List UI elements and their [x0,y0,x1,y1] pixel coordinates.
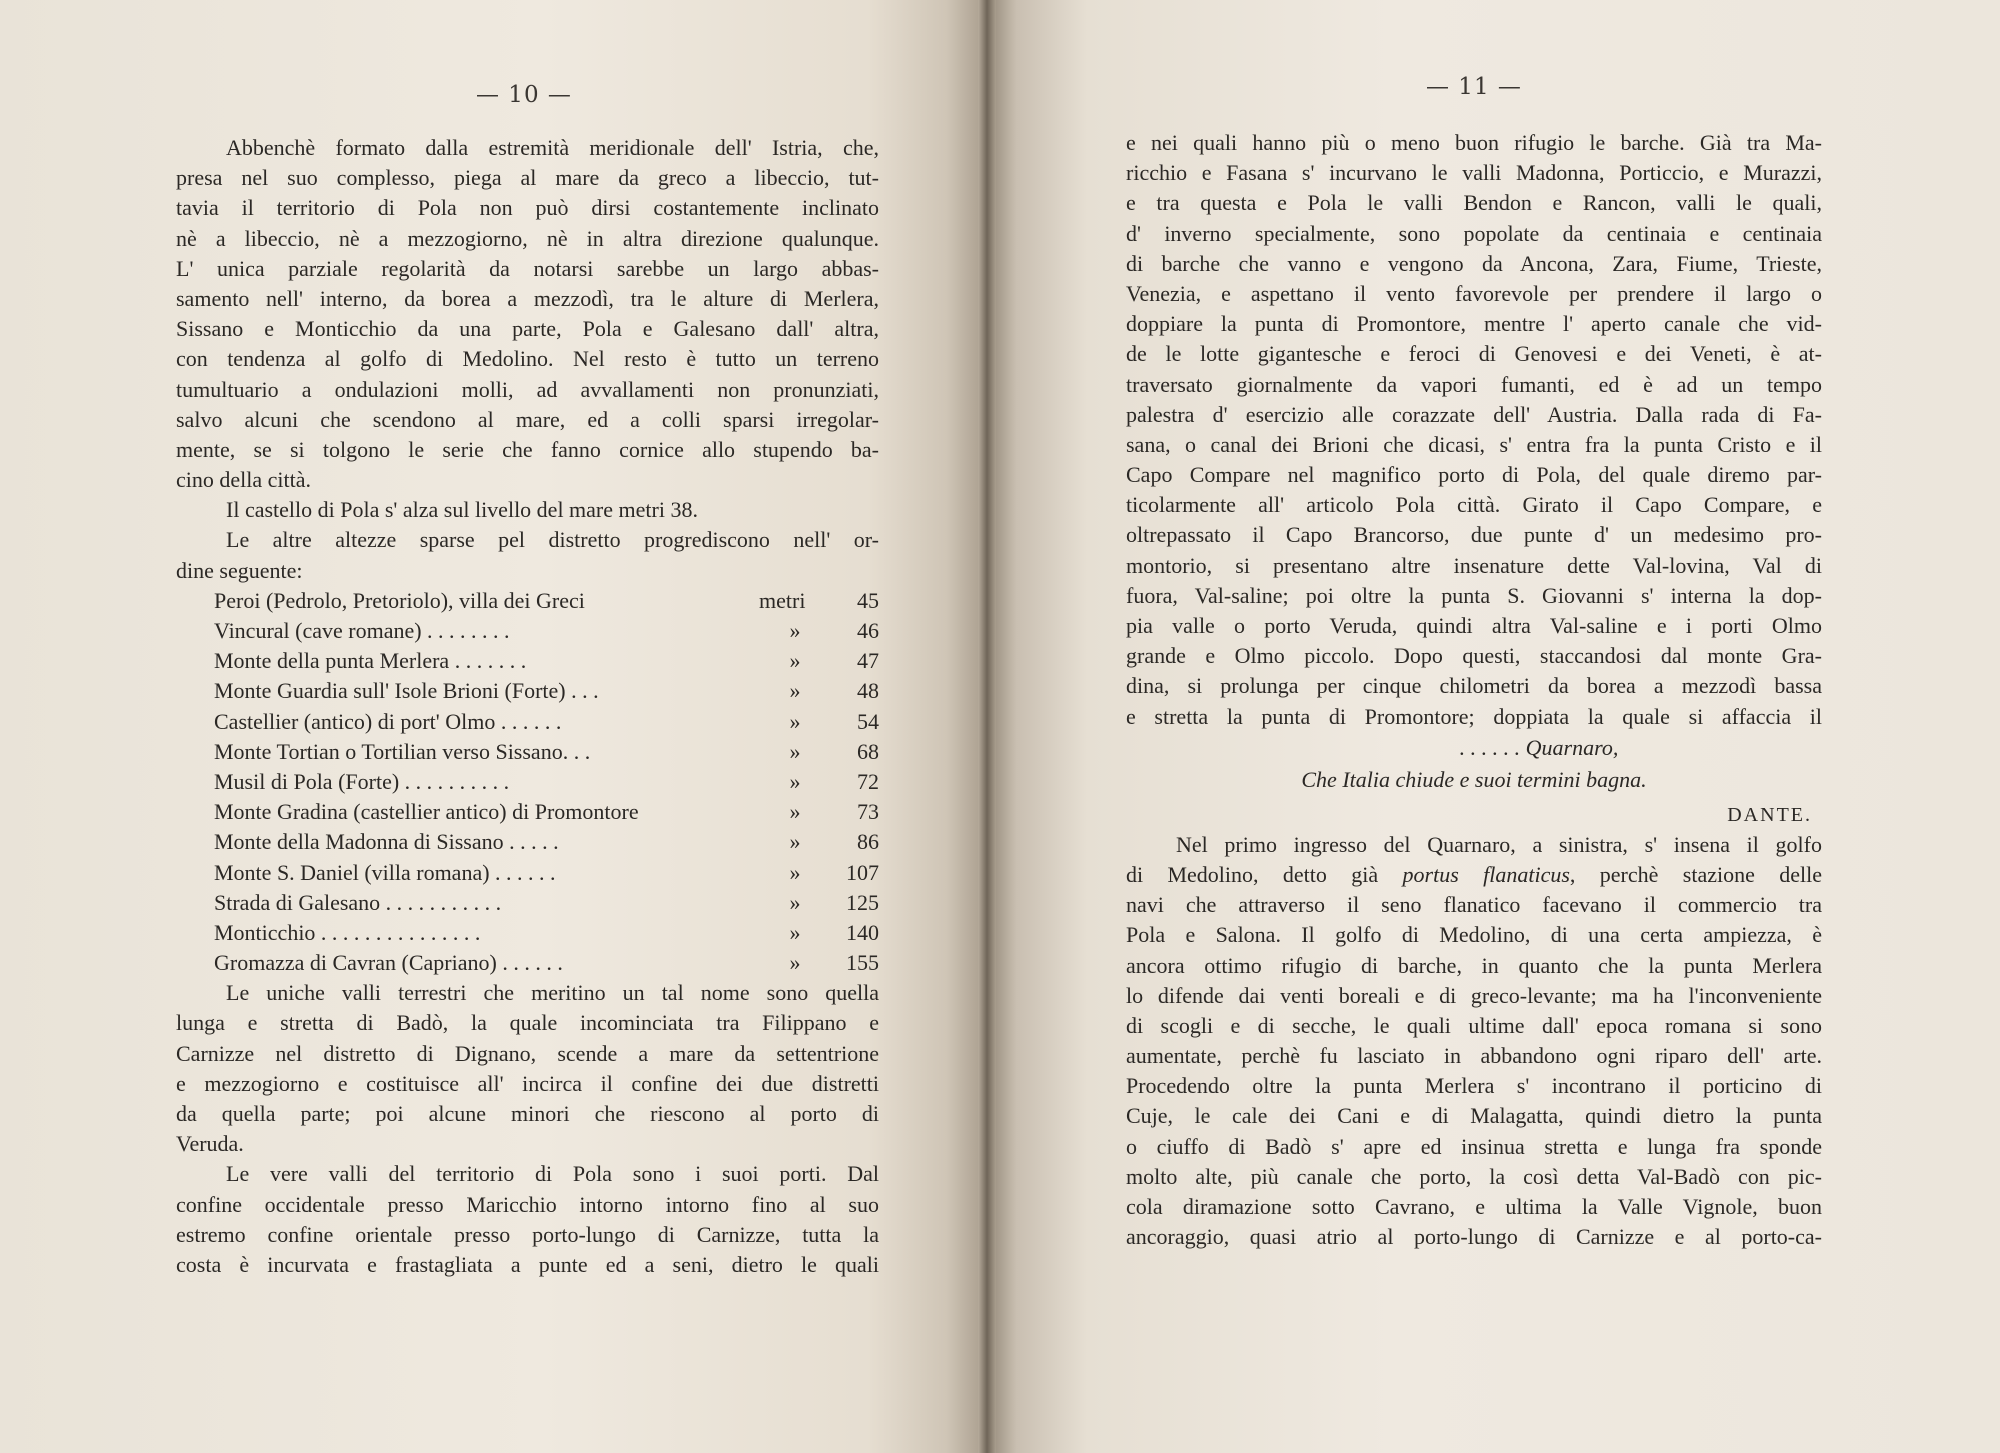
latin-term: portus flanaticus [1402,861,1570,887]
text-line: Cuje, le cale dei Cani e di Malagatta, quindi dietro la punta [1126,1103,1822,1129]
altitude-value: 47 [857,648,879,674]
text-line: oltrepassato il Capo Brancorso, due punte d' un medesimo pro- [1126,522,1822,548]
text-line: presa nel suo complesso, piega al mare da greco a libeccio, tut- [176,165,879,191]
place-name: Monte della punta Merlera . . . . . . . [214,648,527,674]
text-line: Procedendo oltre la punta Merlera s' incontrano il porticino di [1126,1073,1822,1099]
unit: » [789,950,801,976]
text-line: molto alte, più canale che porto, la così detta Val-Badò con pic- [1126,1163,1822,1189]
quotation [1126,732,1822,830]
text-line: Pola e Salona. Il golfo di Medolino, di una certa ampiezza, è [1126,922,1822,948]
unit: » [789,889,801,915]
table-row [176,767,879,797]
text-line: Veruda. [176,1131,244,1157]
place-name: Vincural (cave romane) . . . . . . . . [214,618,510,643]
place-name: Monte della Madonna di Sissano . . . . . [214,829,559,855]
place-name: Monte Gradina (castellier antico) di Promontore [214,799,639,825]
text-line: confine occidentale presso Maricchio intorno intorno fino al suo [176,1191,879,1217]
unit: » [789,618,801,643]
text-line: tavia il territorio di Pola non può dirsi costantemente inclinato [176,195,879,221]
text-line: salvo alcuni che scendono al mare, ed a colli sparsi irregolar- [176,406,879,432]
unit: metri [759,587,806,613]
right-page [986,0,2000,1453]
altitude-value: 46 [857,618,879,643]
place-name: Gromazza di Cavran (Capriano) . . . . . . [214,950,563,976]
altitude-value: 72 [857,768,879,794]
text-line: d' inverno specialmente, sono popolate da centinaia e centinaia [1126,220,1822,246]
altitude-value: 107 [846,859,879,885]
book-gutter [978,0,996,1453]
verse-line: Che Italia chiude e suoi termini bagna. [1301,766,1647,792]
table-row [176,918,879,948]
text-line: doppiare la punta di Promontore, mentre l' aperto canale che vid- [1126,311,1822,337]
text-line: grande e Olmo piccolo. Dopo questi, staccandosi dal monte Gra- [1126,643,1822,669]
altitude-value: 73 [857,799,879,825]
place-name: Castellier (antico) di port' Olmo . . . . . . [214,708,562,734]
text-line: montorio, si presentano altre insenature dette Val-lovina, Val di [1126,552,1822,578]
table-row [176,827,879,857]
text-line: Le vere valli del territorio di Pola sono i suoi porti. Dal [226,1161,879,1187]
table-row [176,586,879,616]
text-line: Le altre altezze sparse pel distretto progrediscono nell' or- [226,527,879,553]
unit: » [789,678,801,704]
altitude-value: 86 [857,829,879,855]
verse-line: . . . . . . Quarnaro, [1459,734,1619,760]
unit: » [789,829,801,855]
table-row [176,646,879,676]
place-name: Monte S. Daniel (villa romana) . . . . . . [214,859,556,885]
text-line: palestra d' esercizio alle corazzate dell' Austria. Dalla rada di Fa- [1126,401,1822,427]
page-number: — 10 — [476,82,572,108]
text-line: estremo confine orientale presso porto-lungo di Carnizze, tutta la [176,1221,879,1247]
text-line: pia valle o porto Veruda, quindi altra Val-saline e i porti Olmo [1126,613,1822,638]
text-line: o ciuffo di Badò s' apre ed insinua stretta e lunga fra sponde [1126,1133,1822,1159]
altitude-value: 45 [857,587,879,613]
text-segment: , perchè stazione delle [1569,861,1822,887]
text-line: sana, o canal dei Brioni che dicasi, s' entra fra la punta Cristo e il [1126,431,1822,457]
text-line: ricchio e Fasana s' incurvano le valli Madonna, Porticcio, e Murazzi, [1126,160,1822,186]
table-row [176,737,879,767]
text-line: dine seguente: [176,557,303,583]
text-column [1126,128,1822,1252]
text-line: de le lotte gigantesche e feroci di Genovesi e dei Veneti, è at- [1126,341,1822,367]
altitude-value: 48 [857,678,879,704]
paragraph [176,525,879,585]
text-line: Nel primo ingresso del Quarnaro, a sinistra, s' insena il golfo [1176,831,1822,857]
paragraph [1126,830,1822,1253]
unit: » [789,799,801,825]
altitude-value: 125 [846,889,879,915]
text-line: e stretta la punta di Promontore; doppiata la quale si affaccia il [1126,703,1822,729]
text-line: Venezia, e aspettano il vento favorevole per prendere il largo o [1126,280,1822,306]
text-line: tumultuario a ondulazioni molli, ad avvallamenti non pronunziati, [176,376,879,402]
paragraph [176,978,879,1159]
table-row [176,888,879,918]
unit: » [789,738,801,764]
text-line: lo difende dai venti boreali e di greco-levante; ma ha l'inconveniente [1126,982,1822,1008]
text-line: Carnizze nel distretto di Dignano, scende a mare da settentrione [176,1040,879,1066]
text-segment: di Medolino, detto già [1126,861,1403,887]
page-number: — 11 — [1426,74,1522,100]
text-line: mente, se si tolgono le serie che fanno cornice allo stupendo ba- [176,436,879,462]
text-line: ticolarmente all' articolo Pola città. Girato il Capo Compare, e [1126,492,1822,518]
place-name: Monte Tortian o Tortilian verso Sissano. . . [214,738,591,764]
altitude-value: 140 [846,919,879,945]
unit: » [789,648,801,674]
text-line: traversato giornalmente da vapori fumanti, ed è ad un tempo [1126,371,1822,397]
text-line: fuora, Val-saline; poi oltre la punta S. Giovanni s' interna la dop- [1126,582,1822,608]
text-line: Il castello di Pola s' alza sul livello del mare metri 38. [226,497,698,523]
place-name: Monticchio . . . . . . . . . . . . . . . [214,919,481,945]
text-line: Sissano e Monticchio da una parte, Pola e Galesano dall' altra, [176,316,879,342]
paragraph [176,495,879,525]
place-name: Strada di Galesano . . . . . . . . . . . [214,889,502,915]
text-line: e mezzogiorno e costituisce all' incirca il confine dei due distretti [176,1070,879,1096]
paragraph [176,133,879,495]
text-line: di scogli e di secche, le quali ultime dall' epoca romana si sono [1126,1012,1822,1038]
text-line: lunga e stretta di Badò, la quale incominciata tra Filippano e [176,1010,879,1036]
altitude-value: 155 [846,950,879,976]
place-name: Monte Guardia sull' Isole Brioni (Forte) . . . [214,678,599,704]
left-page [0,0,986,1453]
text-line: samento nell' interno, da borea a mezzodì, tra le alture di Merlera, [176,285,879,311]
altitude-value: 54 [857,708,879,734]
unit: » [789,768,801,794]
text-line: dina, si prolunga per cinque chilometri da borea a mezzodì bassa [1126,673,1822,699]
text-line: e tra questa e Pola le valli Bendon e Rancon, valli le quali, [1126,190,1822,216]
text-line [1126,860,1822,890]
place-name: Peroi (Pedrolo, Pretoriolo), villa dei Greci [214,587,585,613]
text-line: costa è incurvata e frastagliata a punte ed a seni, dietro le quali [176,1251,879,1277]
paragraph [1126,128,1822,732]
text-line: Abbenchè formato dalla estremità meridionale dell' Istria, che, [226,135,879,160]
place-name: Musil di Pola (Forte) . . . . . . . . . . [214,768,510,794]
text-line: ancoraggio, quasi atrio al porto-lungo di Carnizze e al porto-ca- [1126,1224,1822,1250]
table-row [176,858,879,888]
table-row [176,948,879,978]
text-column [176,133,879,1280]
paragraph [176,1159,879,1280]
text-line: cola diramazione sotto Cavrano, e ultima la Valle Vignole, buon [1126,1194,1822,1219]
table-row [176,707,879,737]
altitude-table [176,586,879,978]
text-line: ancora ottimo rifugio di barche, in quanto che la punta Merlera [1126,952,1822,978]
text-line: Le uniche valli terrestri che meritino un tal nome sono quella [226,980,879,1006]
text-line: aumentate, perchè fu lasciato in abbandono ogni riparo dell' arte. [1126,1043,1822,1069]
text-line: Capo Compare nel magnifico porto di Pola, del quale diremo par- [1126,462,1822,488]
table-row [176,797,879,827]
unit: » [789,919,801,945]
text-line: di barche che vanno e vengono da Ancona, Zara, Fiume, Trieste, [1126,250,1822,276]
text-line: L' unica parziale regolarità da notarsi sarebbe un largo abbas- [176,255,879,281]
unit: » [789,859,801,885]
text-line: con tendenza al golfo di Medolino. Nel resto è tutto un terreno [176,346,879,372]
text-line: navi che attraverso il seno flanatico facevano il commercio tra [1126,892,1822,918]
text-line: cino della città. [176,467,311,493]
table-row [176,616,879,646]
text-line: e nei quali hanno più o meno buon rifugio le barche. Già tra Ma- [1126,130,1822,155]
altitude-value: 68 [857,738,879,764]
unit: » [789,708,801,734]
quotation-author: DANTE. [1727,803,1812,826]
table-row [176,676,879,706]
text-line: da quella parte; poi alcune minori che riescono al porto di [176,1101,879,1126]
text-line: nè a libeccio, nè a mezzogiorno, nè in altra direzione qualunque. [176,225,879,251]
